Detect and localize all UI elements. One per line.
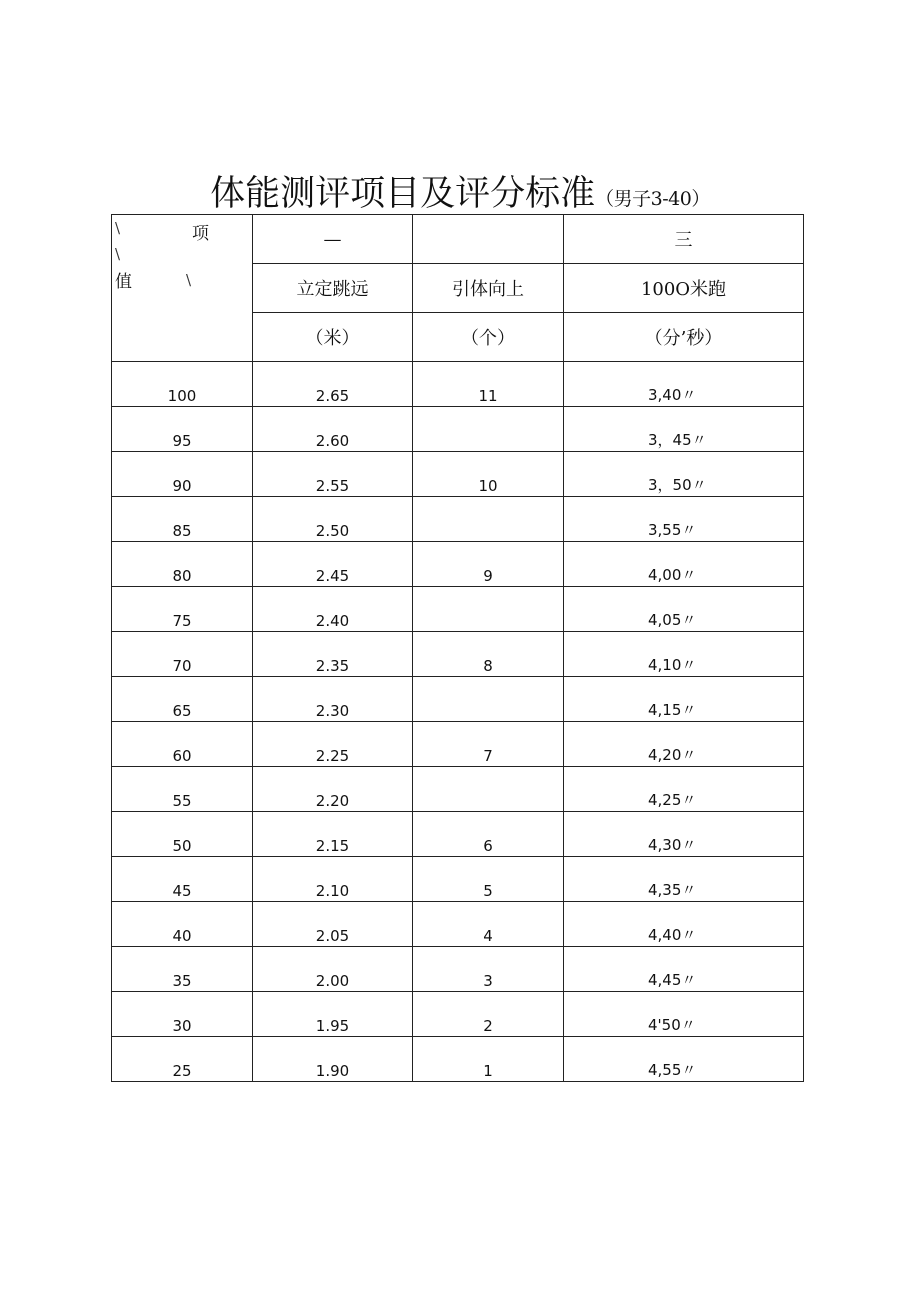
unit-meters: （米） (253, 313, 413, 362)
run-time-cell: 4,55〃 (564, 1037, 804, 1082)
score-cell: 50 (112, 812, 253, 857)
group-number-2 (413, 215, 564, 264)
long-jump-cell: 2.25 (253, 722, 413, 767)
score-cell: 25 (112, 1037, 253, 1082)
run-time-cell: 4,15〃 (564, 677, 804, 722)
corner-score-label: 值 (115, 272, 132, 292)
pull-up-cell: 11 (413, 362, 564, 407)
score-cell: 60 (112, 722, 253, 767)
score-cell: 85 (112, 497, 253, 542)
long-jump-cell: 2.10 (253, 857, 413, 902)
pull-up-cell: 4 (413, 902, 564, 947)
run-time-cell: 4,40〃 (564, 902, 804, 947)
pull-up-cell: 6 (413, 812, 564, 857)
run-time-cell: 4,45〃 (564, 947, 804, 992)
score-cell: 75 (112, 587, 253, 632)
corner-slash-1: \ (115, 219, 121, 237)
long-jump-cell: 2.40 (253, 587, 413, 632)
table-row (112, 902, 804, 947)
pull-up-cell: 9 (413, 542, 564, 587)
long-jump-cell: 2.00 (253, 947, 413, 992)
long-jump-cell: 2.35 (253, 632, 413, 677)
pull-up-cell (413, 407, 564, 452)
run-time-cell: 4,35〃 (564, 857, 804, 902)
table-row (112, 677, 804, 722)
long-jump-cell: 2.45 (253, 542, 413, 587)
score-cell: 90 (112, 452, 253, 497)
run-time-cell: 4,30〃 (564, 812, 804, 857)
group-number-3: 三 (564, 215, 804, 264)
corner-item-label: 项 (192, 224, 209, 244)
table-row (112, 407, 804, 452)
run-time-cell: 3,40〃 (564, 362, 804, 407)
title-subtitle: （男子3-40） (595, 188, 710, 210)
run-time-cell: 4'50〃 (564, 992, 804, 1037)
table-row (112, 812, 804, 857)
run-time-cell: 4,25〃 (564, 767, 804, 812)
score-cell: 55 (112, 767, 253, 812)
unit-count: （个） (413, 313, 564, 362)
pull-up-cell: 7 (413, 722, 564, 767)
pull-up-cell: 1 (413, 1037, 564, 1082)
long-jump-cell: 2.20 (253, 767, 413, 812)
table-row (112, 857, 804, 902)
long-jump-cell: 1.95 (253, 992, 413, 1037)
header-row-groups (112, 215, 804, 264)
unit-min-sec: （分’秒） (564, 313, 804, 362)
pull-up-cell: 2 (413, 992, 564, 1037)
score-cell: 100 (112, 362, 253, 407)
corner-slash-2: \ (115, 245, 121, 263)
pull-up-cell (413, 677, 564, 722)
score-cell: 40 (112, 902, 253, 947)
pull-up-cell: 8 (413, 632, 564, 677)
table-row (112, 767, 804, 812)
score-cell: 35 (112, 947, 253, 992)
run-time-cell: 4,00〃 (564, 542, 804, 587)
run-time-cell: 3,55〃 (564, 497, 804, 542)
long-jump-cell: 1.90 (253, 1037, 413, 1082)
long-jump-cell: 2.60 (253, 407, 413, 452)
long-jump-cell: 2.50 (253, 497, 413, 542)
pull-up-cell (413, 587, 564, 632)
event-standing-long-jump: 立定跳远 (253, 264, 413, 313)
run-time-cell: 4,05〃 (564, 587, 804, 632)
event-pull-ups: 引体向上 (413, 264, 564, 313)
score-cell: 30 (112, 992, 253, 1037)
long-jump-cell: 2.05 (253, 902, 413, 947)
group-number-1: — (253, 215, 413, 264)
table-row (112, 362, 804, 407)
table-row (112, 632, 804, 677)
scoring-table (111, 214, 804, 1082)
table-row (112, 992, 804, 1037)
long-jump-cell: 2.30 (253, 677, 413, 722)
table-row (112, 1037, 804, 1082)
run-time-cell: 3，45〃 (564, 407, 804, 452)
pull-up-cell (413, 497, 564, 542)
pull-up-cell (413, 767, 564, 812)
title-main: 体能测评项目及评分标准 (210, 174, 596, 214)
table-row (112, 497, 804, 542)
pull-up-cell: 5 (413, 857, 564, 902)
long-jump-cell: 2.55 (253, 452, 413, 497)
run-time-cell: 4,20〃 (564, 722, 804, 767)
score-cell: 70 (112, 632, 253, 677)
score-cell: 95 (112, 407, 253, 452)
score-cell: 65 (112, 677, 253, 722)
score-cell: 80 (112, 542, 253, 587)
pull-up-cell: 10 (413, 452, 564, 497)
score-rows (112, 362, 804, 1082)
table-row (112, 947, 804, 992)
score-cell: 45 (112, 857, 253, 902)
document-title (0, 166, 920, 216)
long-jump-cell: 2.15 (253, 812, 413, 857)
event-1000m-run: 100O米跑 (564, 264, 804, 313)
table-row (112, 452, 804, 497)
corner-slash-3: \ (186, 271, 192, 289)
run-time-cell: 4,10〃 (564, 632, 804, 677)
long-jump-cell: 2.65 (253, 362, 413, 407)
table-row (112, 542, 804, 587)
corner-header-cell (112, 215, 253, 362)
table-row (112, 587, 804, 632)
pull-up-cell: 3 (413, 947, 564, 992)
table-row (112, 722, 804, 767)
run-time-cell: 3，50〃 (564, 452, 804, 497)
